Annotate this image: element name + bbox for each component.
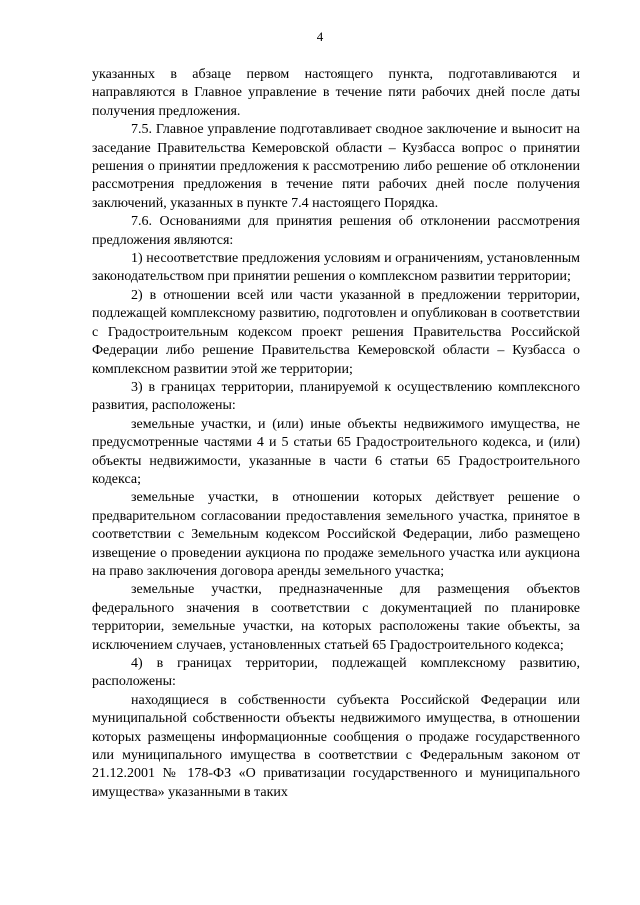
page-number: 4: [316, 29, 324, 44]
list-item-3: 3) в границах территории, планируемой к осуществлению комплексного развития, расположены:: [92, 379, 580, 414]
document-body: [92, 66, 580, 802]
paragraph-7-5: 7.5. Главное управление подготавливает сводное заключение и выносит на заседание Правительства Кемеровской области – Кузбасса вопрос о принятии решения о принятии предложения к рассмотрению либо решение об отклонении рассмотрения предложения в течение пяти рабочих дней после получения заключений, указанных в пункте 7.4 настоящего Порядка.: [92, 122, 580, 211]
sub-item-property-privatization: находящиеся в собственности субъекта Российской Федерации или муниципальной собственности объекты недвижимого имущества, в отношении которых размещены информационные сообщения о продаже государственного или муниципального имущества в соответствии с Федеральным законом от 21.12.2001 № 178-ФЗ «О приватизации государственного и муниципального имущества» указанными в таких: [92, 692, 580, 800]
sub-item-land-plots-preliminary-approval: земельные участки, в отношении которых действует решение о предварительном согласовании предоставления земельного участка, принятое в соответствии с Земельным кодексом Российской Федерации, либо размещено извещение о проведении аукциона по продаже земельного участка или аукциона на право заключения договора аренды земельного участка;: [92, 490, 580, 579]
paragraph-continuation: указанных в абзаце первом настоящего пункта, подготавливаются и направляются в Главное управление в течение пяти рабочих дней после даты получения предложения.: [92, 67, 580, 119]
paragraph-7-6: 7.6. Основаниями для принятия решения об отклонении рассмотрения предложения являются:: [92, 214, 580, 248]
sub-item-land-plots-federal-objects: земельные участки, предназначенные для размещения объектов федерального значения в соответствии с документацией по планировке территории, земельные участки, на которых расположены такие объекты, за исключением случаев, установленных статьей 65 Градостроительного кодекса;: [92, 582, 580, 653]
list-item-2: 2) в отношении всей или части указанной в предложении территории, подлежащей комплексному развитию, подготовлен и опубликован в соответствии с Градостроительным кодексом проект решения Правительства Российской Федерации либо решение Правительства Кемеровской области – Кузбасса о комплексном развитии этой же территории;: [92, 287, 580, 377]
list-item-1: 1) несоответствие предложения условиям и ограничениям, установленным законодательством при принятии решения о комплексном развитии территории;: [92, 251, 580, 285]
list-item-4: 4) в границах территории, подлежащей комплексному развитию, расположены:: [92, 656, 580, 690]
sub-item-land-plots-objects: земельные участки, и (или) иные объекты недвижимого имущества, не предусмотренные частями 4 и 5 статьи 65 Градостроительного кодекса, и (или) объекты недвижимости, указанные в части 6 статьи 65 Градостроительного кодекса;: [92, 416, 580, 487]
